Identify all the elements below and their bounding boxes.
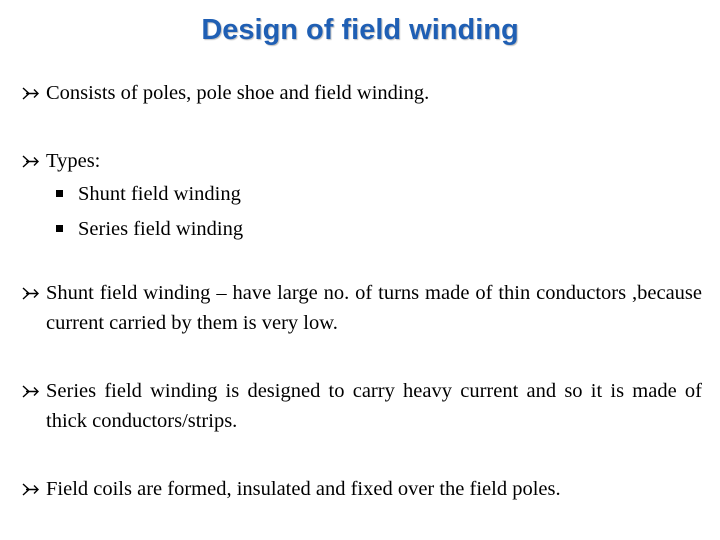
arrow-bullet-icon <box>22 146 42 176</box>
square-bullet-icon <box>56 225 63 232</box>
bullet-text: Shunt field winding – have large no. of turns made of thin conductors ,because current carried by them is very low. <box>46 282 702 334</box>
bullet-item <box>22 278 702 338</box>
bullet-text: Series field winding is designed to carry heavy current and so it is made of thick conductors/strips. <box>46 380 702 432</box>
sub-bullet-item <box>56 214 243 244</box>
arrow-bullet-icon <box>22 78 42 108</box>
arrow-bullet-icon <box>22 376 42 406</box>
bullet-text: Types: <box>46 150 101 172</box>
bullet-item <box>22 146 702 176</box>
arrow-bullet-icon <box>22 474 42 504</box>
slide-title: Design of field winding <box>201 14 519 46</box>
bullet-text: Consists of poles, pole shoe and field winding. <box>46 82 430 104</box>
arrow-bullet-icon <box>22 278 42 308</box>
bullet-item <box>22 376 702 436</box>
bullet-text: Field coils are formed, insulated and fixed over the field poles. <box>46 478 561 500</box>
square-bullet-icon <box>56 190 63 197</box>
sub-bullet-text: Series field winding <box>78 218 244 240</box>
sub-bullet-item <box>56 179 241 209</box>
bullet-item <box>22 78 702 108</box>
bullet-item <box>22 474 702 504</box>
sub-bullet-text: Shunt field winding <box>78 183 241 205</box>
